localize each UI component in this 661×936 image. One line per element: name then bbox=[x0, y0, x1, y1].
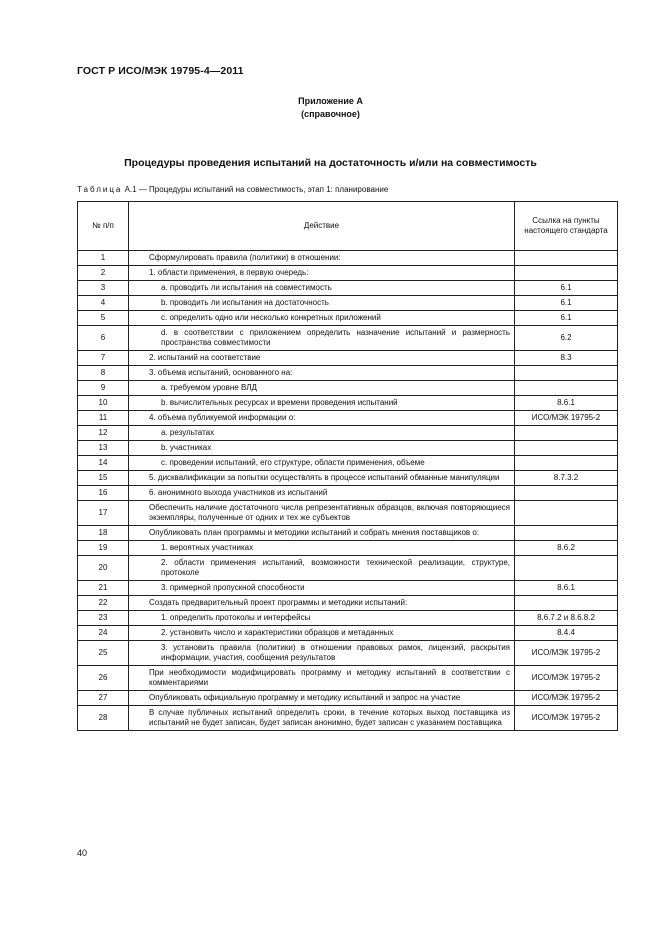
row-reference: ИСО/МЭК 19795-2 bbox=[515, 641, 618, 666]
row-action: 2. области применения испытаний, возможности технической реализации, структуре, протоколе bbox=[129, 556, 515, 581]
table-row bbox=[78, 281, 618, 296]
row-number: 2 bbox=[78, 266, 129, 281]
row-reference: 8.6.7.2 и 8.6.8.2 bbox=[515, 611, 618, 626]
table-row bbox=[78, 486, 618, 501]
row-reference bbox=[515, 426, 618, 441]
table-row bbox=[78, 326, 618, 351]
row-action: b. вычислительных ресурсах и времени проведения испытаний bbox=[129, 396, 515, 411]
table-row bbox=[78, 556, 618, 581]
row-action: Сформулировать правила (политики) в отношении: bbox=[129, 251, 515, 266]
row-reference bbox=[515, 441, 618, 456]
table-caption-text: А.1 — Процедуры испытаний на совместимость, этап 1: планирование bbox=[122, 185, 389, 194]
table-row bbox=[78, 471, 618, 486]
row-reference: 8.6.2 bbox=[515, 541, 618, 556]
row-number: 18 bbox=[78, 526, 129, 541]
table-row bbox=[78, 411, 618, 426]
row-number: 17 bbox=[78, 501, 129, 526]
table-row bbox=[78, 526, 618, 541]
annex-subtitle: (справочное) bbox=[301, 109, 360, 119]
table-row bbox=[78, 626, 618, 641]
row-number: 16 bbox=[78, 486, 129, 501]
row-number: 21 bbox=[78, 581, 129, 596]
standard-header: ГОСТ Р ИСО/МЭК 19795-4—2011 bbox=[77, 65, 244, 77]
row-number: 1 bbox=[78, 251, 129, 266]
row-reference bbox=[515, 366, 618, 381]
row-number: 12 bbox=[78, 426, 129, 441]
row-reference: ИСО/МЭК 19795-2 bbox=[515, 411, 618, 426]
row-action: 1. области применения, в первую очередь: bbox=[129, 266, 515, 281]
row-reference bbox=[515, 526, 618, 541]
row-reference bbox=[515, 596, 618, 611]
row-number: 22 bbox=[78, 596, 129, 611]
row-action: 3. примерной пропускной способности bbox=[129, 581, 515, 596]
row-action: 2. установить число и характеристики образцов и метаданных bbox=[129, 626, 515, 641]
page-number: 40 bbox=[77, 848, 88, 858]
row-reference: 8.3 bbox=[515, 351, 618, 366]
row-action: d. в соответствии с приложением определить назначение испытаний и размерность пространства совместимости bbox=[129, 326, 515, 351]
row-number: 27 bbox=[78, 691, 129, 706]
row-action: a. проводить ли испытания на совместимость bbox=[129, 281, 515, 296]
row-number: 26 bbox=[78, 666, 129, 691]
row-reference bbox=[515, 266, 618, 281]
row-action: b. участниках bbox=[129, 441, 515, 456]
header-reference: Ссылка на пункты настоящего стандарта bbox=[515, 202, 618, 251]
row-reference: ИСО/МЭК 19795-2 bbox=[515, 666, 618, 691]
row-reference bbox=[515, 381, 618, 396]
table-row bbox=[78, 396, 618, 411]
procedures-table bbox=[77, 201, 618, 731]
annex-heading bbox=[0, 95, 661, 121]
row-action: b. проводить ли испытания на достаточность bbox=[129, 296, 515, 311]
row-reference: ИСО/МЭК 19795-2 bbox=[515, 706, 618, 731]
row-number: 19 bbox=[78, 541, 129, 556]
row-number: 9 bbox=[78, 381, 129, 396]
section-title: Процедуры проведения испытаний на достаточность и/или на совместимость bbox=[124, 157, 537, 169]
table-row bbox=[78, 381, 618, 396]
row-reference: 6.1 bbox=[515, 311, 618, 326]
table-caption-label: Таблица bbox=[77, 185, 123, 194]
row-number: 10 bbox=[78, 396, 129, 411]
row-reference: 6.1 bbox=[515, 281, 618, 296]
row-reference: 6.1 bbox=[515, 296, 618, 311]
row-reference: 8.6.1 bbox=[515, 581, 618, 596]
table-row bbox=[78, 541, 618, 556]
row-action: 3. объема испытаний, основанного на: bbox=[129, 366, 515, 381]
row-action: a. требуемом уровне ВЛД bbox=[129, 381, 515, 396]
row-reference: 8.6.1 bbox=[515, 396, 618, 411]
row-action: a. результатах bbox=[129, 426, 515, 441]
row-number: 15 bbox=[78, 471, 129, 486]
table-row bbox=[78, 351, 618, 366]
header-action: Действие bbox=[129, 202, 515, 251]
row-action: 4. объема публикуемой информации о: bbox=[129, 411, 515, 426]
row-action: 1. определить протоколы и интерфейсы bbox=[129, 611, 515, 626]
row-action: При необходимости модифицировать программу и методику испытаний в соответствии с комментариями bbox=[129, 666, 515, 691]
row-action: Опубликовать официальную программу и методику испытаний и запрос на участие bbox=[129, 691, 515, 706]
row-reference bbox=[515, 501, 618, 526]
row-number: 6 bbox=[78, 326, 129, 351]
row-reference: 6.2 bbox=[515, 326, 618, 351]
row-action: c. проведении испытаний, его структуре, области применения, объеме bbox=[129, 456, 515, 471]
table-row bbox=[78, 596, 618, 611]
row-action: 1. вероятных участниках bbox=[129, 541, 515, 556]
row-reference: 8.7.3.2 bbox=[515, 471, 618, 486]
row-number: 5 bbox=[78, 311, 129, 326]
row-action: 5. дисквалификации за попытки осуществлять в процессе испытаний обманные манипуляции bbox=[129, 471, 515, 486]
table-row bbox=[78, 266, 618, 281]
table-row bbox=[78, 456, 618, 471]
row-action: Опубликовать план программы и методики испытаний и собрать мнения поставщиков о: bbox=[129, 526, 515, 541]
row-action: 6. анонимного выхода участников из испытаний bbox=[129, 486, 515, 501]
row-number: 24 bbox=[78, 626, 129, 641]
row-reference bbox=[515, 251, 618, 266]
table-row bbox=[78, 641, 618, 666]
row-number: 4 bbox=[78, 296, 129, 311]
row-reference: ИСО/МЭК 19795-2 bbox=[515, 691, 618, 706]
row-number: 25 bbox=[78, 641, 129, 666]
row-number: 23 bbox=[78, 611, 129, 626]
row-number: 13 bbox=[78, 441, 129, 456]
row-number: 7 bbox=[78, 351, 129, 366]
row-number: 3 bbox=[78, 281, 129, 296]
row-number: 14 bbox=[78, 456, 129, 471]
row-action: 2. испытаний на соответствие bbox=[129, 351, 515, 366]
row-number: 28 bbox=[78, 706, 129, 731]
row-reference bbox=[515, 486, 618, 501]
table-row bbox=[78, 441, 618, 456]
table-row bbox=[78, 426, 618, 441]
table-row bbox=[78, 296, 618, 311]
row-action: Обеспечить наличие достаточного числа репрезентативных образцов, включая повторяющиеся экземпляры, полученные от одних и тех же субъектов bbox=[129, 501, 515, 526]
table-caption bbox=[77, 185, 388, 194]
row-reference bbox=[515, 556, 618, 581]
row-action: Создать предварительный проект программы и методики испытаний: bbox=[129, 596, 515, 611]
row-reference: 8.4.4 bbox=[515, 626, 618, 641]
table-row bbox=[78, 706, 618, 731]
table-row bbox=[78, 501, 618, 526]
table-row bbox=[78, 251, 618, 266]
table-row bbox=[78, 611, 618, 626]
table-row bbox=[78, 666, 618, 691]
table-row bbox=[78, 581, 618, 596]
table-row bbox=[78, 691, 618, 706]
row-action: В случае публичных испытаний определить сроки, в течение которых выход поставщика из испытаний не будет записан, будет записан анонимно, будет записан с указанием поставщика bbox=[129, 706, 515, 731]
row-number: 20 bbox=[78, 556, 129, 581]
row-action: c. определить одно или несколько конкретных приложений bbox=[129, 311, 515, 326]
table-header-row bbox=[78, 202, 618, 251]
row-action: 3. установить правила (политики) в отношении правовых рамок, лицензий, раскрытия информации, участия, сообщения результатов bbox=[129, 641, 515, 666]
header-number: № п/п bbox=[78, 202, 129, 251]
annex-title: Приложение А bbox=[298, 96, 363, 106]
table-row bbox=[78, 311, 618, 326]
table-row bbox=[78, 366, 618, 381]
row-reference bbox=[515, 456, 618, 471]
row-number: 11 bbox=[78, 411, 129, 426]
row-number: 8 bbox=[78, 366, 129, 381]
